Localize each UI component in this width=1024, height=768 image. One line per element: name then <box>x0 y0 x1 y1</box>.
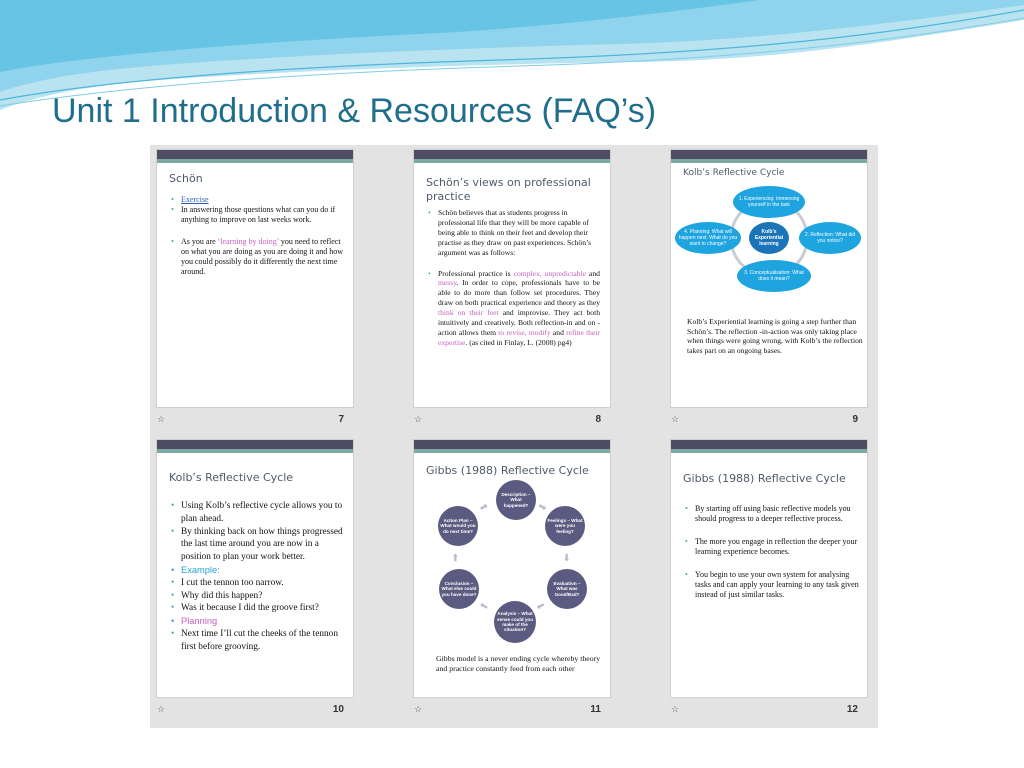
arrow-icon: ➡ <box>560 553 572 562</box>
slide-caption: Kolb’s Experiential learning is going a step further than Schön’s. The reflection -in-action was only taking place when things were going wrong, with Kolb’s the reflection takes part on an ongoing bases. <box>687 317 863 355</box>
gibbs-node-description: Description – What happened? <box>496 480 536 520</box>
slide-transition-star-icon: ☆ <box>414 704 423 714</box>
slide-thumbnail-9[interactable] <box>664 145 864 427</box>
kolb-node-conceptualisation: 3. Conceptualisation: What does it mean? <box>737 260 811 292</box>
list-item: • Using Kolb’s reflective cycle allows you to plan ahead. <box>171 500 345 526</box>
list-item: • Planning <box>171 615 345 628</box>
slide-thumbnail-8[interactable] <box>407 145 607 427</box>
arrow-icon: ➡ <box>533 598 547 613</box>
list-item: • By starting off using basic reflective models you should progress to a deeper reflective process. <box>685 504 859 525</box>
exercise-link[interactable]: Exercise <box>181 195 209 204</box>
list-item: • Why did this happen? <box>171 590 345 603</box>
kolb-node-center: Kolb’s Experiential learning <box>749 222 789 254</box>
slide-number: 7 <box>338 414 344 425</box>
slide-7[interactable] <box>157 150 353 407</box>
arrow-icon: ➡ <box>450 553 462 562</box>
slide-sorter-grid <box>150 145 878 728</box>
slide-body <box>171 500 345 654</box>
slide-transition-star-icon: ☆ <box>671 704 680 714</box>
list-item: • Was it because I did the groove first? <box>171 602 345 615</box>
kolb-node-planning: 4. Planning: What will happen next. What do you want to change? <box>675 222 741 254</box>
gibbs-node-action-plan: Action Plan – What would you do next time? <box>438 506 478 546</box>
slide-9[interactable] <box>671 150 867 407</box>
list-item: • I cut the tennon too narrow. <box>171 577 345 590</box>
slide-body <box>685 504 859 601</box>
slide-title: Gibbs (1988) Reflective Cycle <box>426 464 589 477</box>
arrow-icon: ➡ <box>477 500 491 515</box>
slide-transition-star-icon: ☆ <box>671 414 680 424</box>
list-item: • You begin to use your own system for analysing tasks and can apply your learning to any task given instead of just similar tasks. <box>685 570 859 601</box>
arrow-icon: ➡ <box>477 598 491 613</box>
slide-8[interactable] <box>414 150 610 407</box>
slide-transition-star-icon: ☆ <box>157 414 166 424</box>
gibbs-node-feelings: Feelings – What were you feeling? <box>545 506 585 546</box>
slide-number: 9 <box>852 414 858 425</box>
slide-thumbnail-12[interactable] <box>664 435 864 717</box>
kolb-cycle-diagram <box>671 180 867 300</box>
list-item: • Example: <box>171 564 345 577</box>
gibbs-node-analysis: Analysis – What sense could you make of the situation? <box>494 601 536 643</box>
slide-body <box>428 208 600 348</box>
slide-title: Kolb’s Reflective Cycle <box>169 471 294 484</box>
slide-11[interactable] <box>414 440 610 697</box>
slide-title: Kolb’s Reflective Cycle <box>683 168 785 178</box>
slide-body <box>171 195 343 277</box>
slide-10[interactable] <box>157 440 353 697</box>
slide-number: 8 <box>595 414 601 425</box>
list-item: • The more you engage in reflection the deeper your learning experience becomes. <box>685 537 859 558</box>
list-item: • By thinking back on how things progressed the last time around you are now in a position to plan your work better. <box>171 526 345 564</box>
gibbs-node-conclusion: Conclusion – What else could you have done? <box>439 569 479 609</box>
gibbs-cycle-diagram <box>414 480 610 650</box>
slide-thumbnail-7[interactable] <box>150 145 350 427</box>
kolb-node-reflection: 2. Reflection: What did you notice? <box>799 222 861 254</box>
slide-title: Schön’s views on professional practice <box>426 176 591 203</box>
slide-thumbnail-11[interactable] <box>407 435 607 717</box>
arrow-icon: ➡ <box>535 500 549 515</box>
list-item: • As you are ‘learning by doing’ you need to reflect on what you are doing as you are doing it and how you could possibly do it differently the next time around. <box>171 237 343 277</box>
slide-thumbnail-10[interactable] <box>150 435 350 717</box>
list-item: • Professional practice is complex, unpredictable and messy. In order to cope, professionals have to be able to do more than follow set procedures. They draw on both practical experience and theory as they think on their feet and improvise. They act both intuitively and creatively. Both reflection-in and on - action allows them to revise, modify and refine their expertise. (as cited in Finlay, L. (2008) pg4) <box>428 269 600 348</box>
slide-number: 12 <box>846 704 858 715</box>
slide-number: 10 <box>332 704 344 715</box>
slide-caption: Gibbs model is a never ending cycle whereby theory and practice constantly feed from each other <box>436 654 601 674</box>
list-item: • In answering those questions what can you do if anything to improve on last weeks work. <box>171 205 343 225</box>
slide-title: Schön <box>169 172 203 185</box>
slide-transition-star-icon: ☆ <box>414 414 423 424</box>
gibbs-node-evaluation: Evaluation – What was Good/Bad? <box>547 569 587 609</box>
list-item: • Next time I’ll cut the cheeks of the tennon first before grooving. <box>171 628 345 654</box>
list-item: • Schön believes that as students progress in professional life that they will be more capable of being able to think on their feet and develop their practise as they draw on past experiences. Schön’s argument was as follows: <box>428 208 600 258</box>
kolb-node-experiencing: 1. Experiencing: Immersing yourself in the task <box>733 186 805 218</box>
page-title: Unit 1 Introduction & Resources (FAQ’s) <box>52 92 657 130</box>
slide-transition-star-icon: ☆ <box>157 704 166 714</box>
slide-12[interactable] <box>671 440 867 697</box>
slide-number: 11 <box>590 704 601 715</box>
slide-title: Gibbs (1988) Reflective Cycle <box>683 472 846 485</box>
